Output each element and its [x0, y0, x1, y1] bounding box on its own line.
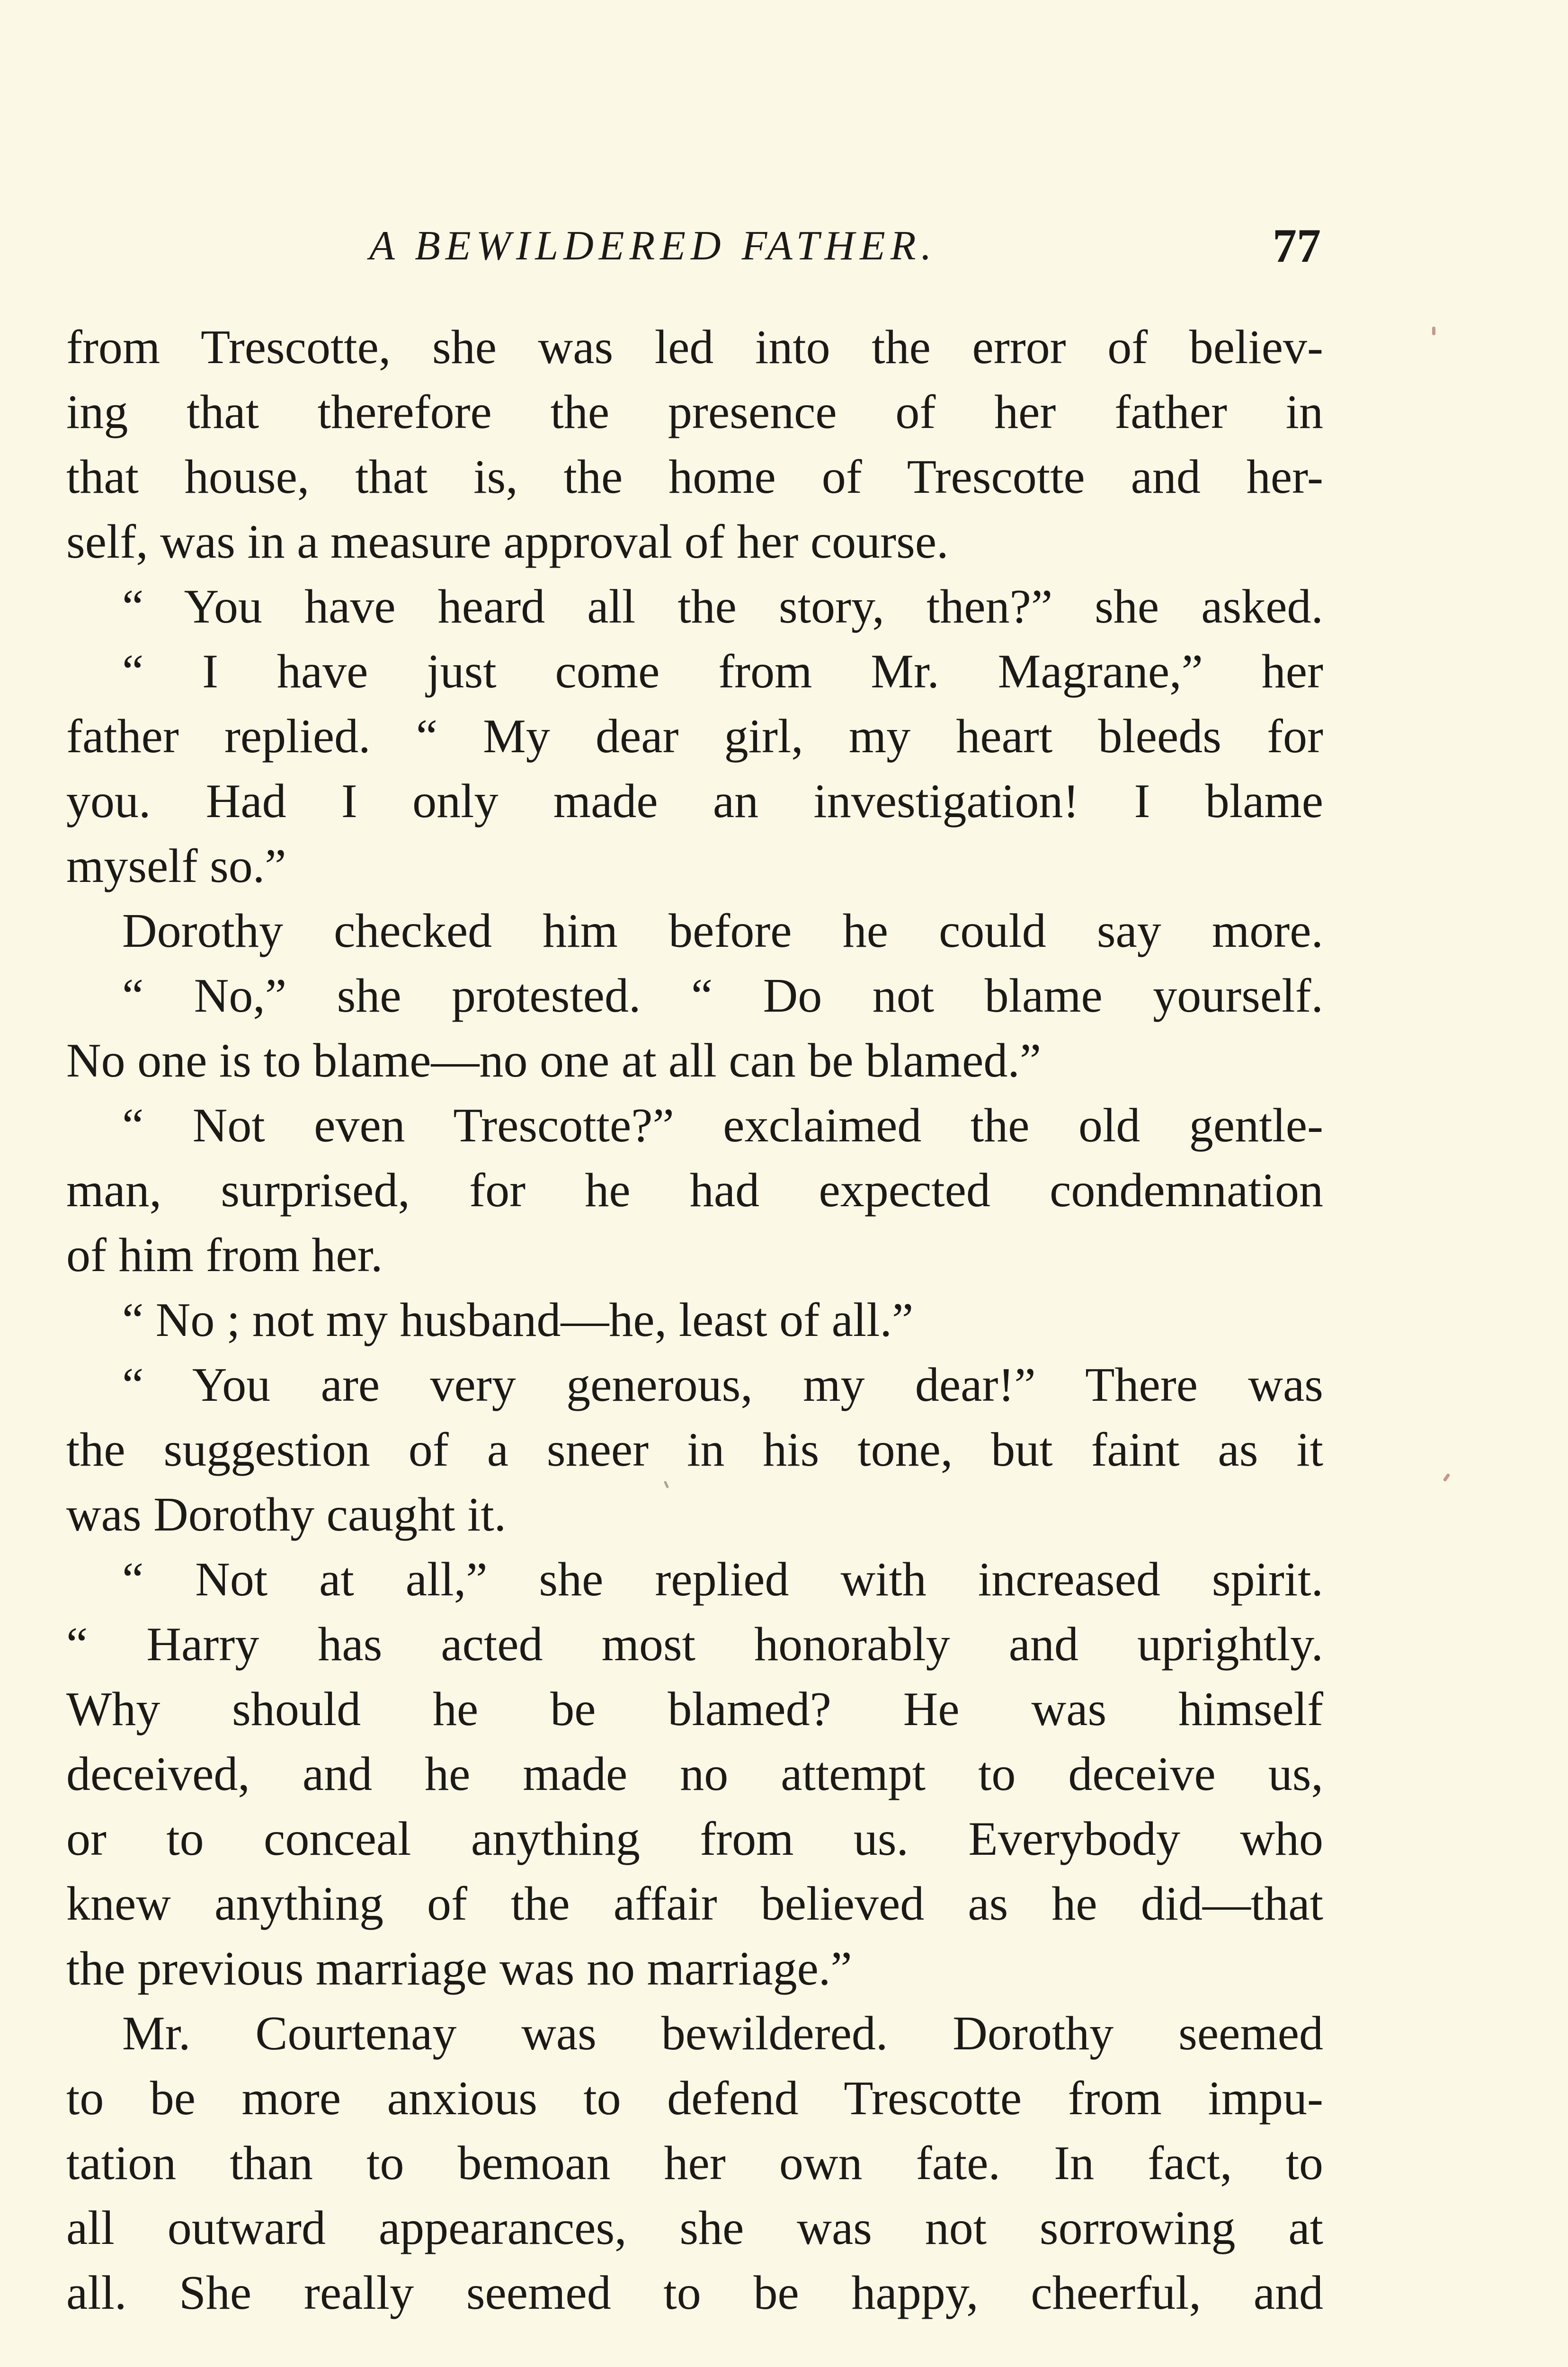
text-line: all. She really seemed to be happy, cheerful, and	[66, 2266, 1323, 2320]
text-line: that house, that is, the home of Trescotte and her-	[66, 450, 1323, 504]
text-line: “ You have heard all the story, then?” she asked.	[122, 580, 1323, 633]
running-head	[66, 215, 1321, 277]
paper-speck	[1443, 1473, 1450, 1482]
body-text	[66, 315, 1323, 2325]
text-line: “ I have just come from Mr. Magrane,” her	[122, 645, 1323, 698]
text-line: you. Had I only made an investigation! I blame	[66, 774, 1323, 828]
running-title: A BEWILDERED FATHER.	[369, 223, 937, 269]
page-number: 77	[1273, 219, 1321, 273]
text-line: the suggestion of a sneer in his tone, but faint as it	[66, 1423, 1323, 1477]
text-line: from Trescotte, she was led into the error of believ-	[66, 320, 1323, 374]
text-line: Mr. Courtenay was bewildered. Dorothy seemed	[122, 2007, 1323, 2060]
text-line: ing that therefore the presence of her father in	[66, 385, 1323, 439]
text-line: or to conceal anything from us. Everybody who	[66, 1812, 1323, 1866]
text-line: No one is to blame—no one at all can be blamed.”	[66, 1034, 1042, 1087]
text-line: myself so.”	[66, 839, 286, 893]
text-line: to be more anxious to defend Trescotte from impu-	[66, 2072, 1323, 2125]
text-line: “ You are very generous, my dear!” There was	[122, 1358, 1323, 1412]
text-line: all outward appearances, she was not sorrowing at	[66, 2201, 1323, 2255]
text-line: “ Not even Trescotte?” exclaimed the old gentle-	[122, 1099, 1323, 1152]
paper-speck	[1432, 327, 1435, 335]
text-line: Dorothy checked him before he could say more.	[122, 904, 1323, 958]
text-line: knew anything of the affair believed as he did—that	[66, 1877, 1323, 1931]
text-line: of him from her.	[66, 1228, 383, 1282]
text-line: the previous marriage was no marriage.”	[66, 1942, 852, 1995]
text-line: self, was in a measure approval of her course.	[66, 515, 949, 569]
text-line: Why should he be blamed? He was himself	[66, 1682, 1323, 1736]
text-line: “ No,” she protested. “ Do not blame yourself.	[122, 969, 1323, 1023]
text-line: “ No ; not my husband—he, least of all.”	[122, 1293, 914, 1347]
text-line: deceived, and he made no attempt to deceive us,	[66, 1747, 1323, 1801]
text-line: was Dorothy caught it.	[66, 1488, 507, 1541]
text-line: father replied. “ My dear girl, my heart bleeds for	[66, 710, 1323, 763]
text-line: “ Not at all,” she replied with increased spirit.	[122, 1553, 1323, 1606]
text-line: tation than to bemoan her own fate. In fact, to	[66, 2136, 1323, 2190]
text-line: man, surprised, for he had expected condemnation	[66, 1164, 1323, 1217]
text-line: “ Harry has acted most honorably and uprightly.	[66, 1618, 1323, 1671]
